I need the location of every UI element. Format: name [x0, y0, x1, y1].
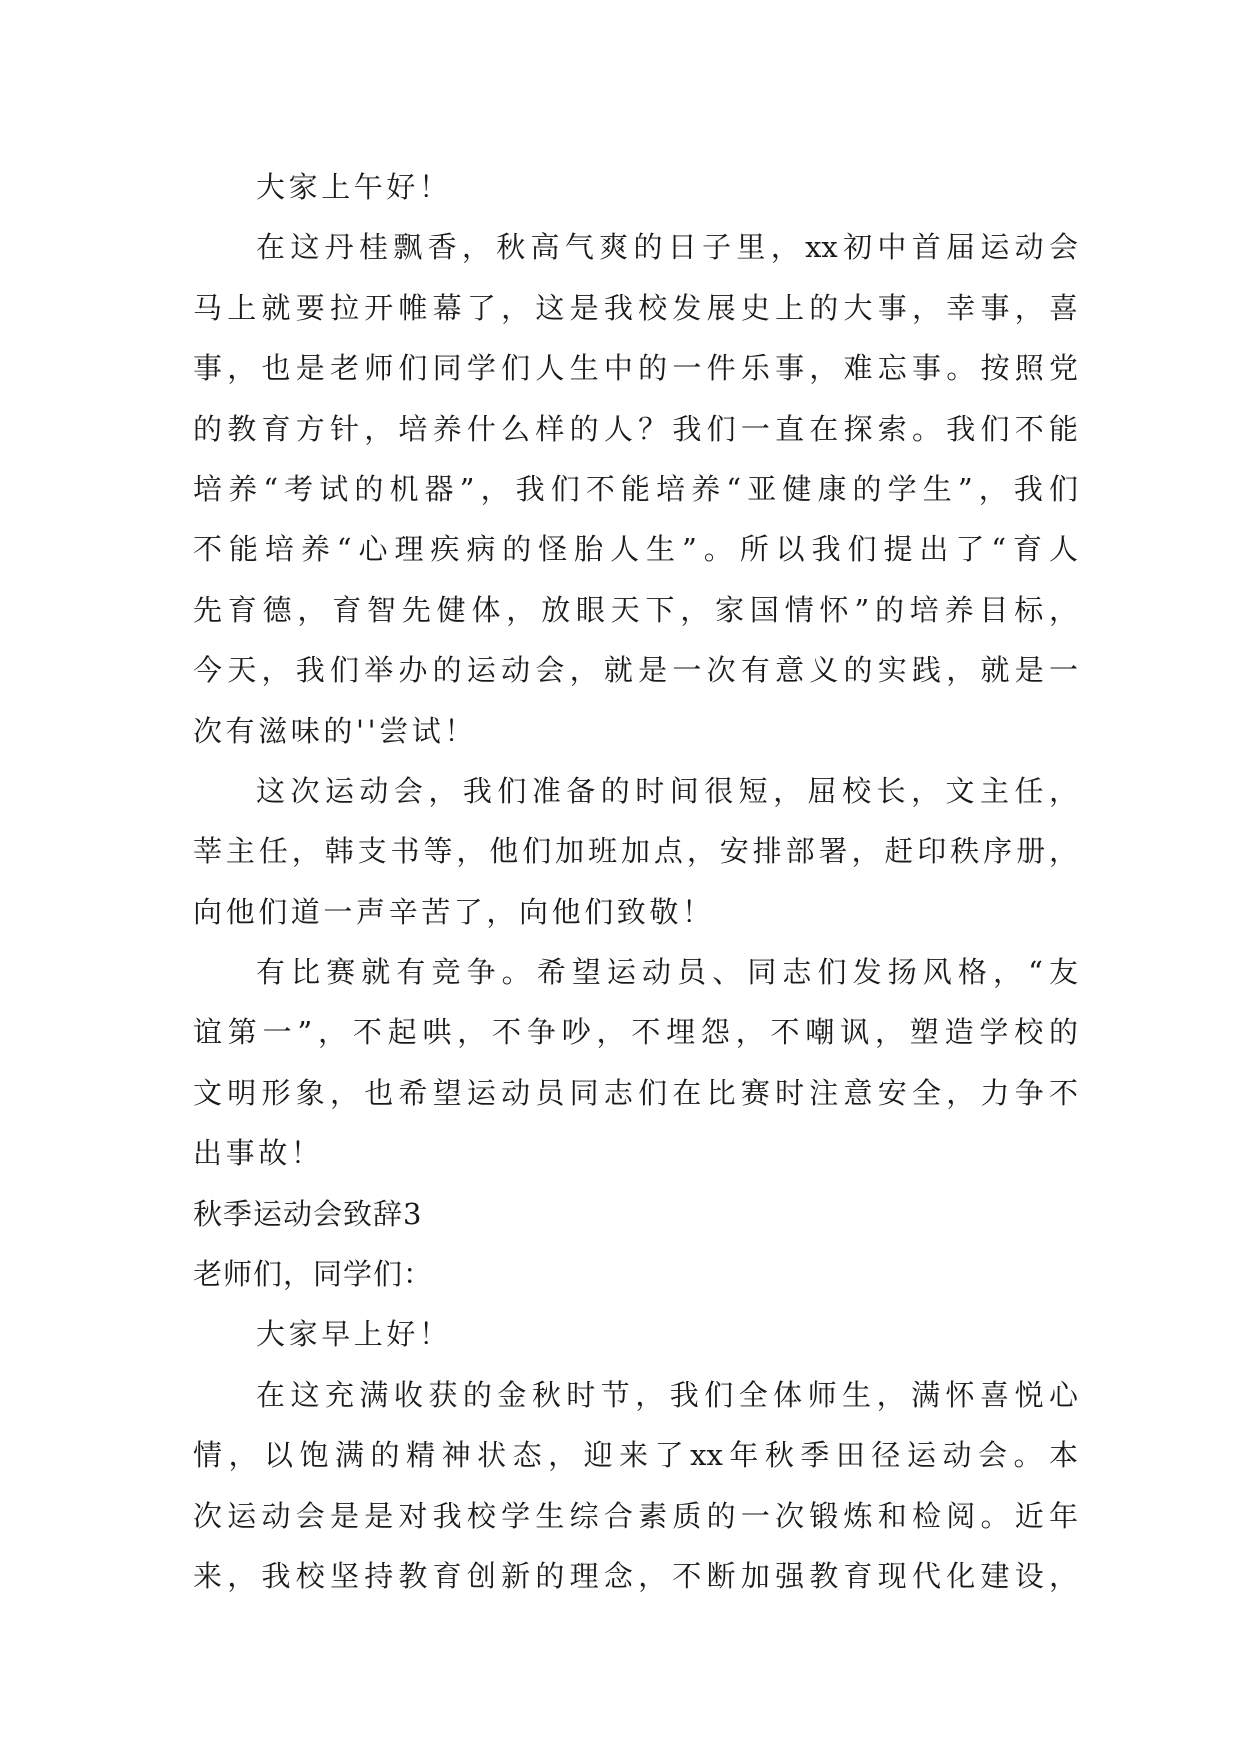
paragraph-line: 不能培养“心理疾病的怪胎人生”。所以我们提出了“育人 — [193, 532, 1078, 567]
paragraph-line: 次运动会是是对我校学生综合素质的一次锻炼和检阅。近年 — [193, 1498, 1078, 1533]
paragraph-line: 今天，我们举办的运动会，就是一次有意义的实践，就是一 — [193, 653, 1078, 688]
paragraph-line: 在这充满收获的金秋时节，我们全体师生，满怀喜悦心 — [256, 1377, 1078, 1412]
greeting-line: 大家早上好！ — [256, 1317, 452, 1352]
paragraph-line: 情，以饱满的精神状态，迎来了xx年秋季田径运动会。本 — [193, 1438, 1078, 1473]
paragraph-line: 有比赛就有竞争。希望运动员、同志们发扬风格，“友 — [256, 955, 1078, 990]
paragraph-line: 马上就要拉开帷幕了，这是我校发展史上的大事，幸事，喜 — [193, 290, 1078, 325]
document-page — [193, 157, 1078, 1606]
paragraph-line: 来，我校坚持教育创新的理念，不断加强教育现代化建设， — [193, 1558, 1078, 1593]
paragraph-line: 这次运动会，我们准备的时间很短，屈校长，文主任， — [256, 773, 1078, 808]
paragraph-line: 在这丹桂飘香，秋高气爽的日子里，xx初中首届运动会 — [256, 230, 1078, 265]
section-heading: 秋季运动会致辞3 — [193, 1196, 423, 1231]
paragraph-line: 的教育方针，培养什么样的人？我们一直在探索。我们不能 — [193, 411, 1078, 446]
paragraph-line: 次有滋味的''尝试！ — [193, 713, 477, 748]
paragraph-line: 谊第一”，不起哄，不争吵，不埋怨，不嘲讽，塑造学校的 — [193, 1015, 1078, 1050]
paragraph-line: 出事故！ — [193, 1136, 324, 1171]
paragraph-line: 事，也是老师们同学们人生中的一件乐事，难忘事。按照党 — [193, 351, 1078, 386]
greeting-line: 大家上午好！ — [256, 170, 452, 204]
paragraph-line: 文明形象，也希望运动员同志们在比赛时注意安全，力争不 — [193, 1075, 1078, 1110]
paragraph-line: 先育德，育智先健体，放眼天下，家国情怀”的培养目标， — [193, 592, 1078, 627]
paragraph-line: 向他们道一声辛苦了，向他们致敬！ — [193, 894, 715, 929]
paragraph-line: 莘主任，韩支书等，他们加班加点，安排部署，赶印秩序册， — [193, 834, 1078, 869]
salutation-line: 老师们，同学们： — [193, 1257, 434, 1292]
paragraph-line: 培养“考试的机器”，我们不能培养“亚健康的学生”，我们 — [193, 471, 1078, 506]
